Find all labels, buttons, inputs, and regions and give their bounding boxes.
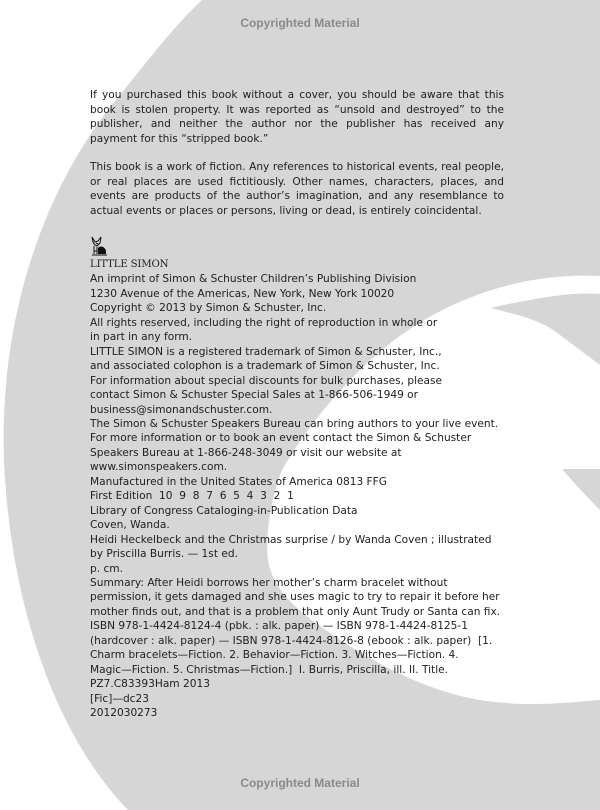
dog-colophon-icon	[90, 236, 108, 256]
cip-isbn: (hardcover : alk. paper) — ISBN 978-1-4424-8126-8 (ebook : alk. paper) [1.	[90, 634, 493, 647]
edition-line: First Edition 10 9 8 7 6 5 4 3 2 1	[90, 490, 294, 503]
copyright-line: and associated colophon is a trademark of Simon & Schuster, Inc.	[90, 360, 440, 373]
cip-line: Coven, Wanda.	[90, 519, 170, 532]
watermark-bottom: Copyrighted Material	[240, 776, 360, 790]
cip-line: by Priscilla Burris. — 1st ed.	[90, 548, 238, 561]
cip-summary: Summary: After Heidi borrows her mother’s charm bracelet without	[90, 576, 448, 589]
fiction-disclaimer: This book is a work of fiction. Any references to historical events, real people, or real places are used fictitiously. Other names, characters, places, and events are products of the author’s imagination, and any resemblance to actual events or places or persons, living or dead, is entirely coincidental.	[90, 161, 504, 217]
cip-summary: mother finds out, and that is a problem that only Aunt Trudy or Santa can fix.	[90, 605, 501, 618]
cip-call-number: PZ7.C83393Ham 2013	[90, 678, 210, 691]
copyright-line: The Simon & Schuster Speakers Bureau can bring authors to your live event.	[90, 417, 499, 430]
imprint-name: LITTLE SIMON	[90, 259, 169, 270]
cip-lccn: 2012030273	[90, 707, 158, 720]
copyright-block	[90, 236, 510, 721]
stripped-book-notice: If you purchased this book without a cover, you should be aware that this book is stolen property. It was reported as “unsold and destroyed” to the publisher, and neither the author nor the publisher has received any payment for this “stripped book.”	[90, 89, 504, 145]
copyright-line: For more information or to book an event contact the Simon & Schuster	[90, 432, 472, 445]
watermark-top: Copyrighted Material	[240, 16, 360, 30]
cip-line: p. cm.	[90, 562, 123, 575]
copyright-line: in part in any form.	[90, 331, 193, 344]
copyright-line: LITTLE SIMON is a registered trademark of Simon & Schuster, Inc.,	[90, 345, 442, 358]
speakers-website: www.simonspeakers.com.	[90, 461, 228, 474]
copyright-line: Speakers Bureau at 1-866-248-3049 or visit our website at	[90, 446, 402, 459]
business-email: business@simonandschuster.com.	[90, 403, 273, 416]
cip-line: Heidi Heckelbeck and the Christmas surprise / by Wanda Coven ; illustrated	[90, 533, 492, 546]
cip-isbn: ISBN 978-1-4424-8124-4 (pbk. : alk. paper) — ISBN 978-1-4424-8125-1	[90, 620, 468, 633]
copyright-line: 1230 Avenue of the Americas, New York, New York 10020	[90, 287, 395, 300]
cip-heading: Library of Congress Cataloging-in-Publication Data	[90, 504, 358, 517]
cip-classification: [Fic]—dc23	[90, 692, 149, 705]
cip-subjects: Magic—Fiction. 5. Christmas—Fiction.] I. Burris, Priscilla, ill. II. Title.	[90, 663, 449, 676]
copyright-line: An imprint of Simon & Schuster Children’s Publishing Division	[90, 273, 417, 286]
cip-subjects: Charm bracelets—Fiction. 2. Behavior—Fiction. 3. Witches—Fiction. 4.	[90, 649, 459, 662]
cip-summary: permission, it gets damaged and she uses magic to try to repair it before her	[90, 591, 500, 604]
copyright-line: All rights reserved, including the right of reproduction in whole or	[90, 316, 438, 329]
copyright-line: For information about special discounts for bulk purchases, please	[90, 374, 443, 387]
copyright-line: contact Simon & Schuster Special Sales at 1-866-506-1949 or	[90, 389, 419, 402]
copyright-line: Copyright © 2013 by Simon & Schuster, Inc.	[90, 302, 327, 315]
copyright-line: Manufactured in the United States of America 0813 FFG	[90, 475, 387, 488]
